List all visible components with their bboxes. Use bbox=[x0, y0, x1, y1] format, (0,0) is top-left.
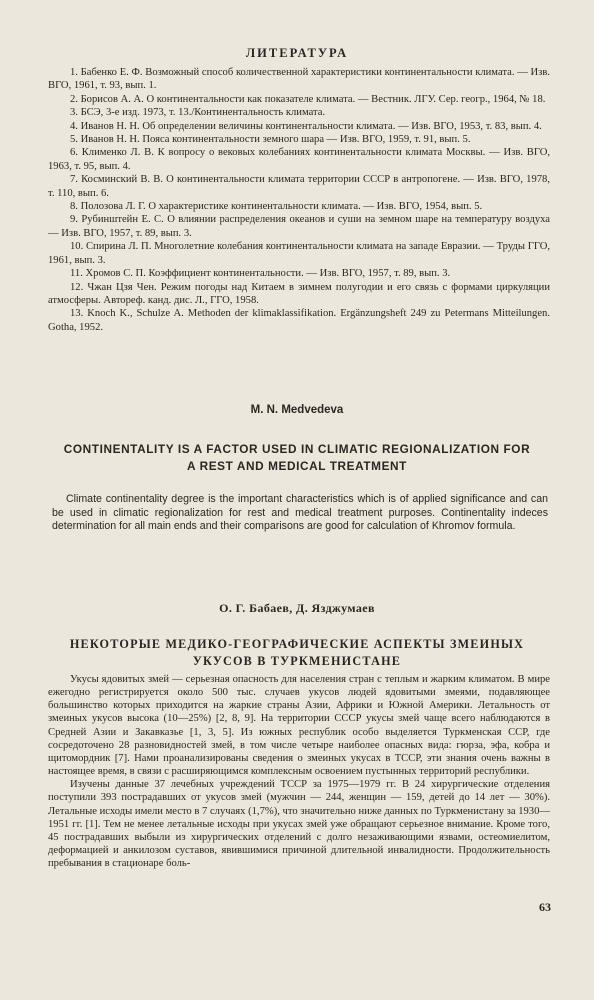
russian-article-title: НЕКОТОРЫЕ МЕДИКО-ГЕОГРАФИЧЕСКИЕ АСПЕКТЫ ЗМЕИНЫХ УКУСОВ В ТУРКМЕНИСТАНЕ bbox=[69, 637, 525, 668]
body-paragraph: Изучены данные 37 лечебных учреждений ТССР за 1975—1979 гг. В 24 хирургические отделения поступили 393 пострадавших от укусов змей (мужчин — 244, женщин — 159, детей до 14 лет — 30%). Летальные исходы имели место в 7 случаях (1,7%), что значительно ниже данных по Туркменистану за 1930—1951 гг. [1]. Тем не менее летальные исходы при укусах змей уже обращают серьезное внимание. Кроме того, 45 пострадавших выбыли из хирургических отделений с долго незаживающими язвами, остеомиелитом, деформацией и анкилозом суставов, явившимися причиной длительной инвалидности. Продолжительность пребывания в стационаре боль- bbox=[48, 779, 550, 870]
reference-item: 13. Knoch K., Schulze A. Methoden der klimaklassifikation. Ergänzungsheft 249 zu Petermans Mitteilungen. Gotha, 1952. bbox=[48, 308, 550, 333]
reference-item: 8. Полозова Л. Г. О характеристике континентальности климата. — Изв. ВГО, 1954, вып. 5. bbox=[70, 201, 483, 213]
reference-item: 7. Косминский В. В. О континентальности климата территории СССР в антропогене. — Изв. ВГО, 1978, т. 110, вып. 6. bbox=[48, 174, 550, 199]
body-paragraph: Укусы ядовитых змей — серьезная опасность для населения стран с теплым и жарким климатом. В мире ежегодно регистрируется около 500 тыс. случаев укусов людей ядовитыми змеями, подавляющее большинство которых приходится на жаркие страны Азии, Африки и Южной Америки. Летальность от змеиных укусов высока (10—25%) [2, 8, 9]. На территории СССР укусы змей чаще всего наблюдаются в Средней Азии и Закавказье [1, 3, 5]. Из южных республик особо выделяется Туркменская ССР, где сосредоточено 28 разновидностей змей, в том числе четыре наиболее опасных вида: гюрза, эфа, кобра и щитомордник [7]. Нами проанализированы сведения о змеиных укусах в ТССР, эти знания очень важны в настоящее время, в связи с расширяющимся комплексным освоением пустынных территорий республики. bbox=[48, 674, 550, 778]
reference-item: 2. Борисов А. А. О континентальности как показателе климата. — Вестник. ЛГУ. Сер. геогр., 1964, № 18. bbox=[70, 93, 546, 105]
english-article-title: CONTINENTALITY IS A FACTOR USED IN CLIMATIC REGIONALIZATION FOR A REST AND MEDICAL TREATMENT bbox=[63, 442, 531, 473]
reference-item: 1. Бабенко Е. Ф. Возможный способ количественной характеристики континентальности климата. — Изв. ВГО, 1961, т. 93, вып. 1. bbox=[48, 67, 550, 92]
reference-item: 10. Спирина Л. П. Многолетние колебания континентальности климата на западе Евразии. — Труды ГГО, 1961, вып. 3. bbox=[48, 241, 550, 266]
reference-item: 6. Клименко Л. В. К вопросу о вековых колебаниях континентальности климата Москвы. — Изв. ВГО, 1963, т. 95, вып. 4. bbox=[48, 147, 550, 172]
reference-item: 11. Хромов С. П. Коэффициент континентальности. — Изв. ВГО, 1957, т. 89, вып. 3. bbox=[70, 268, 451, 280]
reference-item: 3. БСЭ, 3-е изд. 1973, т. 13./Континентальность климата. bbox=[70, 107, 326, 119]
russian-article-body bbox=[48, 673, 550, 870]
reference-item: 9. Рубинштейн Е. С. О влиянии распределения океанов и суши на земном шаре на температуру воздуха — Изв. ВГО, 1957, т. 89, вып. 3. bbox=[48, 214, 550, 239]
russian-article-authors: О. Г. Бабаев, Д. Язджумаев bbox=[219, 601, 375, 615]
references-list bbox=[48, 66, 550, 334]
reference-item: 4. Иванов Н. Н. Об определении величины континентальности климата. — Изв. ВГО, 1953, т. 83, вып. 4. bbox=[70, 120, 542, 132]
page-number: 63 bbox=[539, 900, 551, 914]
reference-item: 12. Чжан Цзя Чен. Режим погоды над Китаем в зимнем полугодии и его связь с формами циркуляции атмосферы. Автореф. канд. дис. Л., ГГО, 1958. bbox=[48, 281, 550, 306]
references-heading: ЛИТЕРАТУРА bbox=[245, 46, 349, 60]
reference-item: 5. Иванов Н. Н. Пояса континентальности земного шара — Изв. ВГО, 1959, т. 91, вып. 5. bbox=[70, 134, 471, 146]
english-article-abstract: Climate continentality degree is the important characteristics which is of applied significance and can be used in climatic regionalization for rest and medical treatment purposes. Continentality indeces determination for all main ends and their comparisons are good for calculation of Khromov formula. bbox=[52, 493, 548, 533]
english-article-author: M. N. Medvedeva bbox=[250, 404, 344, 416]
